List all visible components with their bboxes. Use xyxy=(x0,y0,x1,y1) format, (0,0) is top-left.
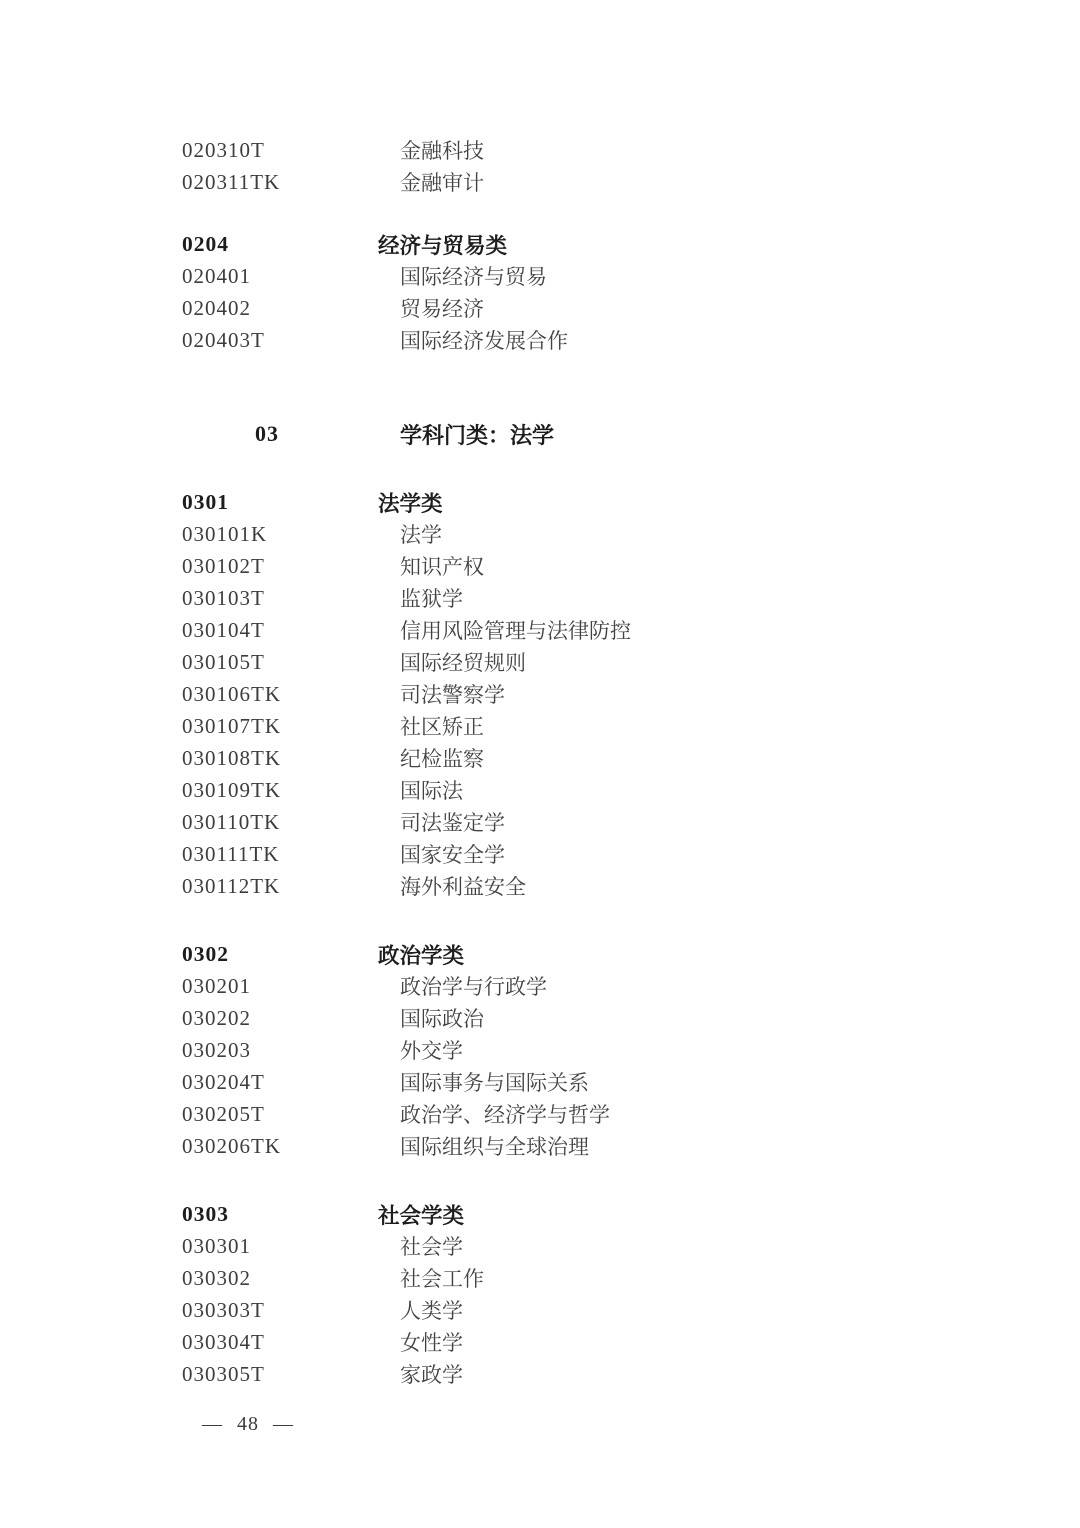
category-name: 法学类 xyxy=(378,491,443,516)
major-code: 030103T xyxy=(182,585,265,610)
major-row xyxy=(182,1262,1080,1294)
major-code: 030204T xyxy=(182,1069,265,1094)
major-code: 030106TK xyxy=(182,681,281,706)
major-name: 司法鉴定学 xyxy=(400,811,505,835)
major-row xyxy=(182,1294,1080,1326)
major-row xyxy=(182,1002,1080,1034)
major-code: 030304T xyxy=(182,1329,265,1354)
major-name: 人类学 xyxy=(400,1299,463,1323)
major-code: 020310T xyxy=(182,137,265,162)
major-code: 030302 xyxy=(182,1265,251,1290)
category-name: 经济与贸易类 xyxy=(378,233,508,258)
major-code: 030111TK xyxy=(182,841,280,866)
major-code: 030104T xyxy=(182,617,265,642)
major-row xyxy=(182,550,1080,582)
major-name: 国际政治 xyxy=(400,1007,484,1031)
major-name: 司法警察学 xyxy=(400,683,505,707)
section-0301 xyxy=(182,486,1080,902)
major-name: 国际组织与全球治理 xyxy=(400,1135,589,1159)
major-row xyxy=(182,324,1080,356)
discipline-heading xyxy=(182,418,1080,450)
major-code: 030202 xyxy=(182,1005,251,1030)
major-code: 030301 xyxy=(182,1233,251,1258)
major-row xyxy=(182,1326,1080,1358)
discipline-heading-section xyxy=(182,418,1080,450)
major-row xyxy=(182,774,1080,806)
section-0203-continued xyxy=(182,134,1080,198)
major-row xyxy=(182,166,1080,198)
major-name: 政治学与行政学 xyxy=(400,975,547,999)
major-row xyxy=(182,870,1080,902)
major-name: 法学 xyxy=(400,523,442,547)
major-row xyxy=(182,518,1080,550)
major-code: 030105T xyxy=(182,649,265,674)
major-row xyxy=(182,260,1080,292)
major-row xyxy=(182,1358,1080,1390)
major-name: 国际经济发展合作 xyxy=(400,329,568,353)
major-code: 030305T xyxy=(182,1361,265,1386)
major-row xyxy=(182,710,1080,742)
category-name: 政治学类 xyxy=(378,943,465,968)
major-row xyxy=(182,742,1080,774)
major-code: 030107TK xyxy=(182,713,281,738)
category-row xyxy=(182,1198,1080,1230)
major-code: 030203 xyxy=(182,1037,251,1062)
major-name: 国际经济与贸易 xyxy=(400,265,547,289)
major-code: 030101K xyxy=(182,521,268,546)
major-name: 女性学 xyxy=(400,1331,463,1355)
major-row xyxy=(182,134,1080,166)
major-name: 国际事务与国际关系 xyxy=(400,1071,589,1095)
section-0303 xyxy=(182,1198,1080,1390)
category-row xyxy=(182,938,1080,970)
major-name: 信用风险管理与法律防控 xyxy=(400,619,631,643)
major-code: 030109TK xyxy=(182,777,281,802)
major-row xyxy=(182,806,1080,838)
major-code: 030102T xyxy=(182,553,265,578)
major-name: 国际法 xyxy=(400,779,463,803)
major-code: 020401 xyxy=(182,263,251,288)
major-row xyxy=(182,646,1080,678)
major-name: 政治学、经济学与哲学 xyxy=(400,1103,610,1127)
category-code: 0302 xyxy=(182,941,229,966)
major-code: 030303T xyxy=(182,1297,265,1322)
major-name: 社区矫正 xyxy=(400,715,484,739)
major-name: 外交学 xyxy=(400,1039,463,1063)
major-code: 030201 xyxy=(182,973,251,998)
major-row xyxy=(182,1034,1080,1066)
page-number: — 48 — xyxy=(202,1412,294,1435)
major-row xyxy=(182,970,1080,1002)
major-name: 社会工作 xyxy=(400,1267,484,1291)
major-row xyxy=(182,292,1080,324)
major-code: 030206TK xyxy=(182,1133,281,1158)
page-footer xyxy=(182,1408,1080,1440)
major-name: 国家安全学 xyxy=(400,843,505,867)
category-code: 0303 xyxy=(182,1201,229,1226)
major-name: 海外利益安全 xyxy=(400,875,526,899)
category-code: 0301 xyxy=(182,489,229,514)
major-name: 纪检监察 xyxy=(400,747,484,771)
major-name: 社会学 xyxy=(400,1235,463,1259)
major-code: 030110TK xyxy=(182,809,281,834)
major-code: 030112TK xyxy=(182,873,281,898)
section-0204 xyxy=(182,228,1080,356)
major-row xyxy=(182,1230,1080,1262)
major-row xyxy=(182,1130,1080,1162)
major-name: 金融审计 xyxy=(400,171,484,195)
section-0302 xyxy=(182,938,1080,1162)
major-name: 监狱学 xyxy=(400,587,463,611)
major-code: 030108TK xyxy=(182,745,281,770)
major-row xyxy=(182,838,1080,870)
major-row xyxy=(182,1066,1080,1098)
major-name: 家政学 xyxy=(400,1363,463,1387)
major-row xyxy=(182,582,1080,614)
major-name: 国际经贸规则 xyxy=(400,651,526,675)
major-row xyxy=(182,614,1080,646)
major-code: 030205T xyxy=(182,1101,265,1126)
discipline-title: 学科门类：法学 xyxy=(400,422,555,448)
major-code: 020311TK xyxy=(182,169,281,194)
major-name: 知识产权 xyxy=(400,555,484,579)
category-code: 0204 xyxy=(182,231,229,256)
major-row xyxy=(182,1098,1080,1130)
category-row xyxy=(182,228,1080,260)
category-row xyxy=(182,486,1080,518)
category-name: 社会学类 xyxy=(378,1203,465,1228)
major-code: 020402 xyxy=(182,295,251,320)
major-row xyxy=(182,678,1080,710)
discipline-code: 03 xyxy=(255,421,279,446)
major-name: 金融科技 xyxy=(400,139,484,163)
major-name: 贸易经济 xyxy=(400,297,484,321)
major-code: 020403T xyxy=(182,327,265,352)
